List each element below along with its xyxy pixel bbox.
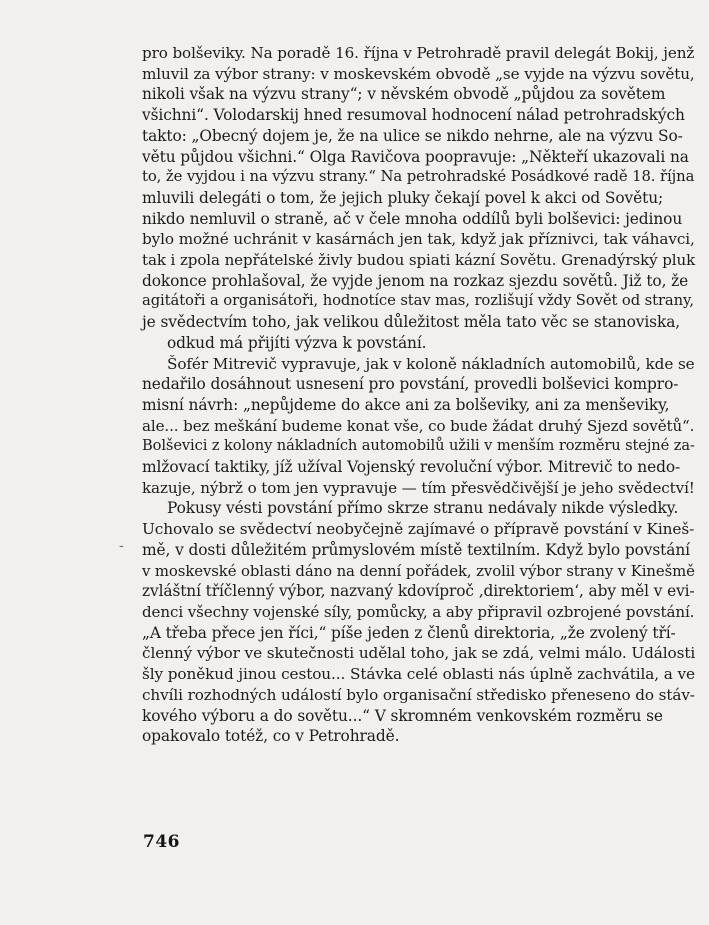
margin-mark: - bbox=[119, 538, 124, 554]
text-line: Bolševici z kolony nákladních automobilů užili v menším rozměru stejné za- bbox=[142, 437, 695, 455]
text-line: odkud má přijíti výzva k povstání. bbox=[167, 333, 427, 352]
text-line: kazuje, nýbrž o tom jen vypravuje — tím přesvědčivější je jeho svědectví! bbox=[142, 478, 695, 497]
text-line: chvíli rozhodných událostí bylo organisační středisko přeneseno do stáv- bbox=[142, 685, 695, 704]
text-line: nikdo nemluvil o straně, ač v čele mnoha oddílů byli bolševici: jedinou bbox=[142, 209, 683, 228]
text-line: agitátoři a organisátoři, hodnotíce stav mas, rozlišují vždy Sovět od strany, bbox=[142, 292, 694, 310]
text-line: ale... bez meškání budeme konat vše, co bude žádat druhý Sjezd sovětů“. bbox=[142, 416, 695, 435]
text-line: „A třeba přece jen říci,“ píše jeden z členů direktoria, „že zvolený tří- bbox=[142, 623, 676, 642]
text-line: Uchovalo se svědectví neobyčejně zajímavé o přípravě povstání v Kineš- bbox=[142, 520, 695, 539]
text-line: tak i zpola nepřátelské živly budou spiati kázní Sovětu. Grenadýrský pluk bbox=[142, 251, 696, 270]
text-line: kového výboru a do sovětu...“ V skromném venkovském rozměru se bbox=[142, 706, 663, 725]
text-line: mluvili delegáti o tom, že jejich pluky čekají povel k akci od Sovětu; bbox=[142, 188, 664, 207]
text-line: mluvil za výbor strany: v moskevském obvodě „se vyjde na výzvu sovětu, bbox=[142, 64, 695, 83]
text-line: denci všechny vojenské síly, pomůcky, a aby připravil ozbrojené povstání. bbox=[142, 602, 695, 621]
body-text bbox=[142, 43, 695, 747]
text-line: členný výbor ve skutečnosti udělal toho, jak se zdá, velmi málo. Události bbox=[142, 644, 696, 663]
text-line: nikoli však na výzvu strany“; v něvském obvodě „půjdou za sovětem bbox=[142, 85, 666, 104]
text-line: to, že vyjdou i na výzvu strany.“ Na petrohradské Posádkové radě 18. října bbox=[142, 168, 695, 186]
text-line: misní návrh: „nepůjdeme do akce ani za bolševiky, ani za menševiky, bbox=[142, 395, 670, 414]
text-line: větu půjdou všichni.“ Olga Ravičova poopravuje: „Někteří ukazovali na bbox=[142, 147, 689, 166]
text-line: mlžovací taktiky, jíž užíval Vojenský revoluční výbor. Mitrevič to nedo- bbox=[142, 458, 681, 477]
text-line: zvláštní tříčlenný výbor, nazvaný kdovíproč ‚direktoriem‘, aby měl v evi- bbox=[142, 582, 695, 601]
text-line: opakovalo totéž, co v Petrohradě. bbox=[142, 727, 400, 746]
text-line: bylo možné uchránit v kasárnách jen tak, když jak příznivci, tak váhavci, bbox=[142, 230, 695, 249]
text-line: šly poněkud jinou cestou... Stávka celé oblasti nás úplně zachvátila, a ve bbox=[142, 665, 695, 684]
text-line: je svědectvím toho, jak velikou důležitost měla tato věc se stanoviska, bbox=[142, 313, 681, 332]
page-number: 746 bbox=[143, 832, 180, 852]
text-line: pro bolševiky. Na poradě 16. října v Petrohradě pravil delegát Bokij, jenž bbox=[142, 44, 695, 62]
paragraph-start-line: Pokusy vésti povstání přímo skrze stranu nedávaly nikde výsledky. bbox=[167, 499, 679, 518]
text-line: nedařilo dosáhnout usnesení pro povstání, provedli bolševici kompro- bbox=[142, 375, 679, 394]
text-line: takto: „Obecný dojem je, že na ulice se nikdo nehrne, ale na výzvu So- bbox=[142, 126, 683, 145]
text-line: v moskevské oblasti dáno na denní pořádek, zvolil výbor strany v Kinešmě bbox=[142, 561, 695, 580]
text-line: mě, v dosti důležitém průmyslovém místě textilním. Když bylo povstání bbox=[142, 540, 690, 559]
text-line: dokonce prohlašoval, že vyjde jenom na rozkaz sjezdu sovětů. Již to, že bbox=[142, 271, 689, 290]
text-line: všichni“. Volodarskij hned resumoval hodnocení nálad petrohradských bbox=[142, 106, 685, 125]
paragraph-start-line: Šofér Mitrevič vypravuje, jak v koloně nákladních automobilů, kde se bbox=[167, 354, 695, 373]
